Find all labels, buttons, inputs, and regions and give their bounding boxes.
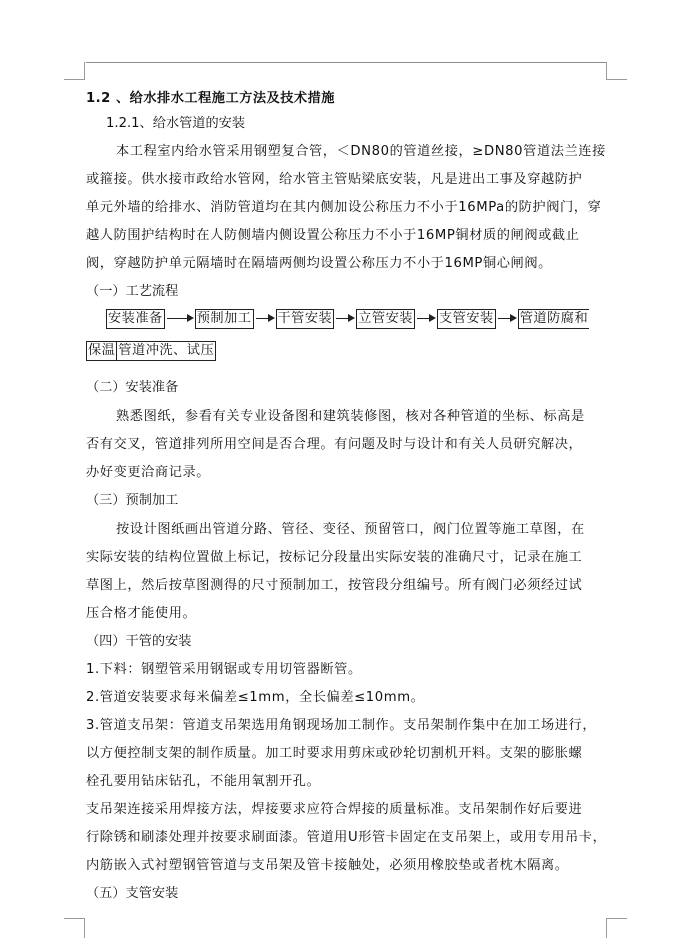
flow-arrow-icon xyxy=(165,313,195,325)
flow-arrow-icon xyxy=(415,313,437,325)
main-pipe-line: 栓孔要用钻床钻孔，不能用氧割开孔。 xyxy=(86,774,321,789)
prefab-line: 实际安装的结构位置做上标记，按标记分段量出实际安装的准确尺寸，记录在施工 xyxy=(86,550,583,565)
crop-mark-bottom-left xyxy=(84,918,85,938)
flow-step-box: 预制加工 xyxy=(195,309,254,329)
main-pipe-paragraph xyxy=(86,657,610,878)
flow-step-box: 立管安装 xyxy=(356,309,415,329)
flow-step-box: 管道冲洗、试压 xyxy=(116,341,216,361)
flow-step-box: 安装准备 xyxy=(106,309,165,329)
process-flow-row-1 xyxy=(86,309,610,339)
main-pipe-line: 1.下料：钢塑管采用钢锯或专用切管器断管。 xyxy=(86,662,362,677)
crop-mark-top-right-h xyxy=(607,79,627,80)
intro-line: 或箍接。供水接市政给水管网，给水管主管贴梁底安装，凡是进出工事及穿越防护 xyxy=(86,172,583,187)
prefab-line: 压合格才能使用。 xyxy=(86,606,197,621)
main-pipe-line: 以方便控制支架的制作质量。加工时要求用剪床或砂轮切割机开料。支架的膨胀螺 xyxy=(86,746,583,761)
header-rule xyxy=(86,62,607,63)
intro-line: 阀，穿越防护单元隔墙时在隔墙两侧均设置公称压力不小于16MP铜心闸阀。 xyxy=(86,256,552,271)
flow-arrow-icon xyxy=(254,313,276,325)
subsection-title: 1.2.1、给水管道的安装 xyxy=(106,116,246,131)
flow-step-box: 管道防腐和 xyxy=(518,309,589,329)
prefab-line: 草图上，然后按草图测得的尺寸预制加工，按管段分组编号。所有阀门必须经过试 xyxy=(86,578,583,593)
intro-paragraph xyxy=(86,139,610,276)
main-pipe-line: 行除锈和刷漆处理并按要求刷面漆。管道用U形管卡固定在支吊架上，或用专用吊卡， xyxy=(86,830,607,845)
flow-arrow-icon xyxy=(496,313,518,325)
crop-mark-top-left-h xyxy=(64,79,85,80)
preparation-paragraph xyxy=(86,404,610,485)
process-heading: （一）工艺流程 xyxy=(86,284,179,299)
prefab-paragraph xyxy=(86,517,610,626)
crop-mark-bottom-left-h xyxy=(64,918,85,919)
preparation-heading: （二）安装准备 xyxy=(86,380,179,395)
crop-mark-top-right xyxy=(606,62,607,80)
main-pipe-heading: （四）干管的安装 xyxy=(86,634,192,649)
process-flow-row-2 xyxy=(86,341,610,371)
flow-step-box: 干管安装 xyxy=(276,309,335,329)
flow-step-box: 支管安装 xyxy=(437,309,496,329)
branch-pipe-heading: （五）支管安装 xyxy=(86,886,179,901)
prefab-heading: （三）预制加工 xyxy=(86,493,179,508)
prefab-line: 按设计图纸画出管道分路、管径、变径、预留管口，阀门位置等施工草图，在 xyxy=(116,522,585,537)
main-pipe-line: 内筋嵌入式衬塑钢管管道与支吊架及管卡接触处，必须用橡胶垫或者枕木隔离。 xyxy=(86,858,569,873)
main-pipe-line: 3.管道支吊架：管道支吊架选用角钢现场加工制作。支吊架制作集中在加工场进行， xyxy=(86,718,597,733)
preparation-line: 办好变更洽商记录。 xyxy=(86,465,211,480)
crop-mark-bottom-right xyxy=(606,918,607,938)
intro-line: 本工程室内给水管采用钢塑复合管，＜DN80的管道丝接，≥DN80管道法兰连接 xyxy=(116,144,606,159)
flow-step-box-continued: 保温 xyxy=(86,341,116,361)
main-pipe-line: 支吊架连接采用焊接方法，焊接要求应符合焊接的质量标准。支吊架制作好后要进 xyxy=(86,802,583,817)
intro-line: 越人防围护结构时在人防侧墙内侧设置公称压力不小于16MP铜材质的闸阀或截止 xyxy=(86,228,580,243)
crop-mark-bottom-right-h xyxy=(607,918,627,919)
section-title: 1.2 、给水排水工程施工方法及技术措施 xyxy=(86,91,335,106)
preparation-line: 否有交叉，管道排列所用空间是否合理。有问题及时与设计和有关人员研究解决， xyxy=(86,437,583,452)
intro-line: 单元外墙的给排水、消防管道均在其内侧加设公称压力不小于16MPa的防护阀门，穿 xyxy=(86,200,602,215)
crop-mark-top-left xyxy=(64,62,85,80)
flow-arrow-icon xyxy=(334,313,356,325)
main-pipe-line: 2.管道安装要求每米偏差≤1mm，全长偏差≤10mm。 xyxy=(86,690,425,705)
preparation-line: 熟悉图纸，参看有关专业设备图和建筑装修图，核对各种管道的坐标、标高是 xyxy=(116,409,585,424)
document-body xyxy=(86,86,610,906)
